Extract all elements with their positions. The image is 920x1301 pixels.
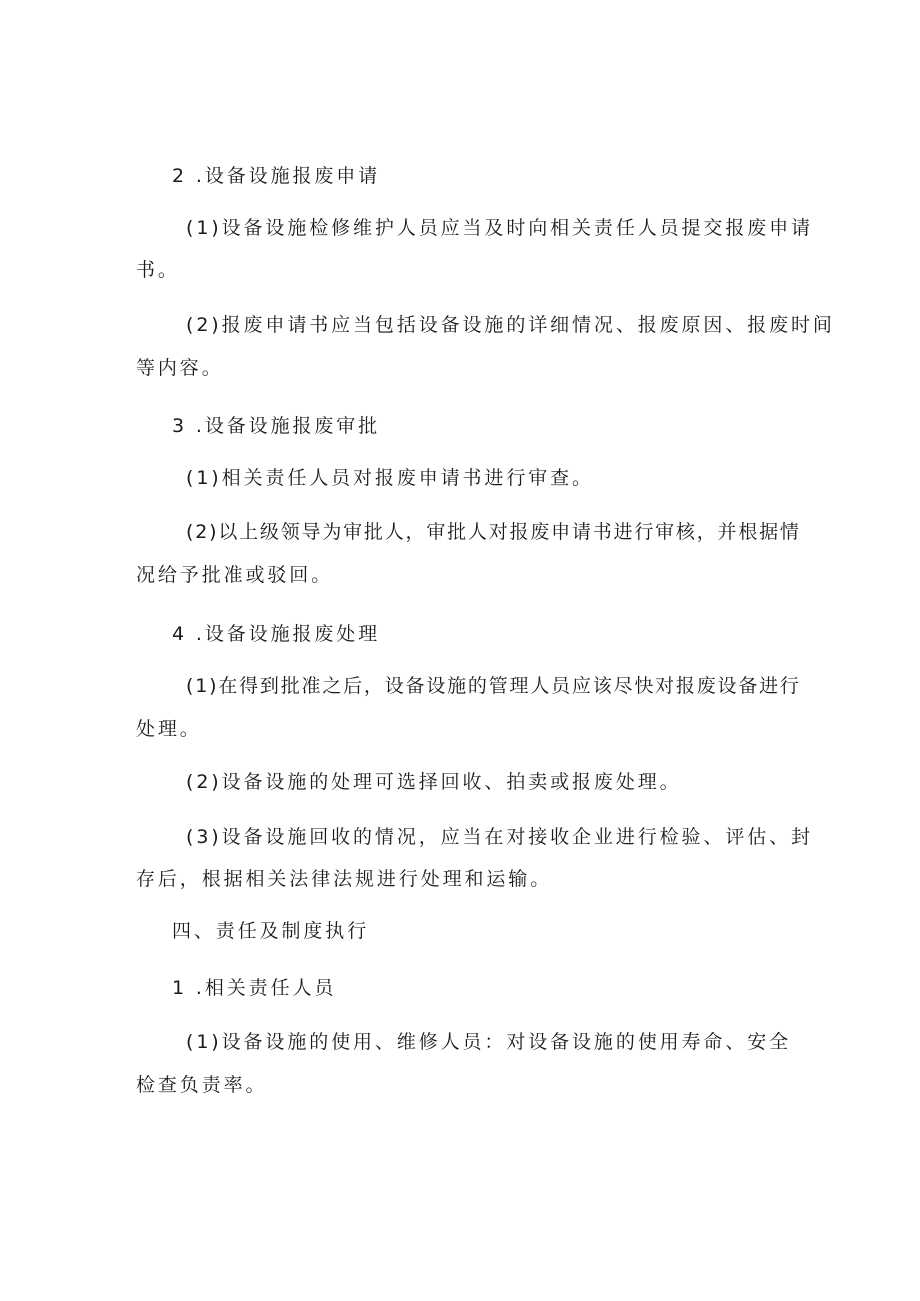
subsection-heading-1: 1 .相关责任人员 <box>172 977 337 999</box>
paragraph-line: (2)以上级领导为审批人，审批人对报废申请书进行审核，并根据情 <box>186 521 801 543</box>
paragraph-line: 等内容。 <box>136 357 224 379</box>
paragraph-line: (1)相关责任人员对报废申请书进行审查。 <box>186 467 594 489</box>
paragraph-line: (2)设备设施的处理可选择回收、拍卖或报废处理。 <box>186 771 682 793</box>
paragraph-line: (3)设备设施回收的情况，应当在对接收企业进行检验、评估、封 <box>186 826 813 848</box>
paragraph-line: 书。 <box>136 259 180 281</box>
paragraph-line: (1)设备设施检修维护人员应当及时向相关责任人员提交报废申请 <box>186 217 813 239</box>
paragraph-line: (2)报废申请书应当包括设备设施的详细情况、报废原因、报废时间 <box>186 314 835 336</box>
section-heading-3: 3 .设备设施报废审批 <box>172 415 381 437</box>
paragraph-line: 处理。 <box>136 718 202 740</box>
paragraph-line: (1)在得到批准之后，设备设施的管理人员应该尽快对报废设备进行 <box>186 675 801 697</box>
paragraph-line: 检查负责率。 <box>136 1074 268 1096</box>
section-heading-2: 2 .设备设施报废申请 <box>172 165 381 187</box>
paragraph-line: (1)设备设施的使用、维修人员：对设备设施的使用寿命、安全 <box>186 1031 792 1053</box>
section-heading-four: 四、责任及制度执行 <box>172 920 370 942</box>
paragraph-line: 存后，根据相关法律法规进行处理和运输。 <box>136 868 553 890</box>
paragraph-line: 况给予批准或驳回。 <box>136 564 334 586</box>
section-heading-4: 4 .设备设施报废处理 <box>172 623 381 645</box>
